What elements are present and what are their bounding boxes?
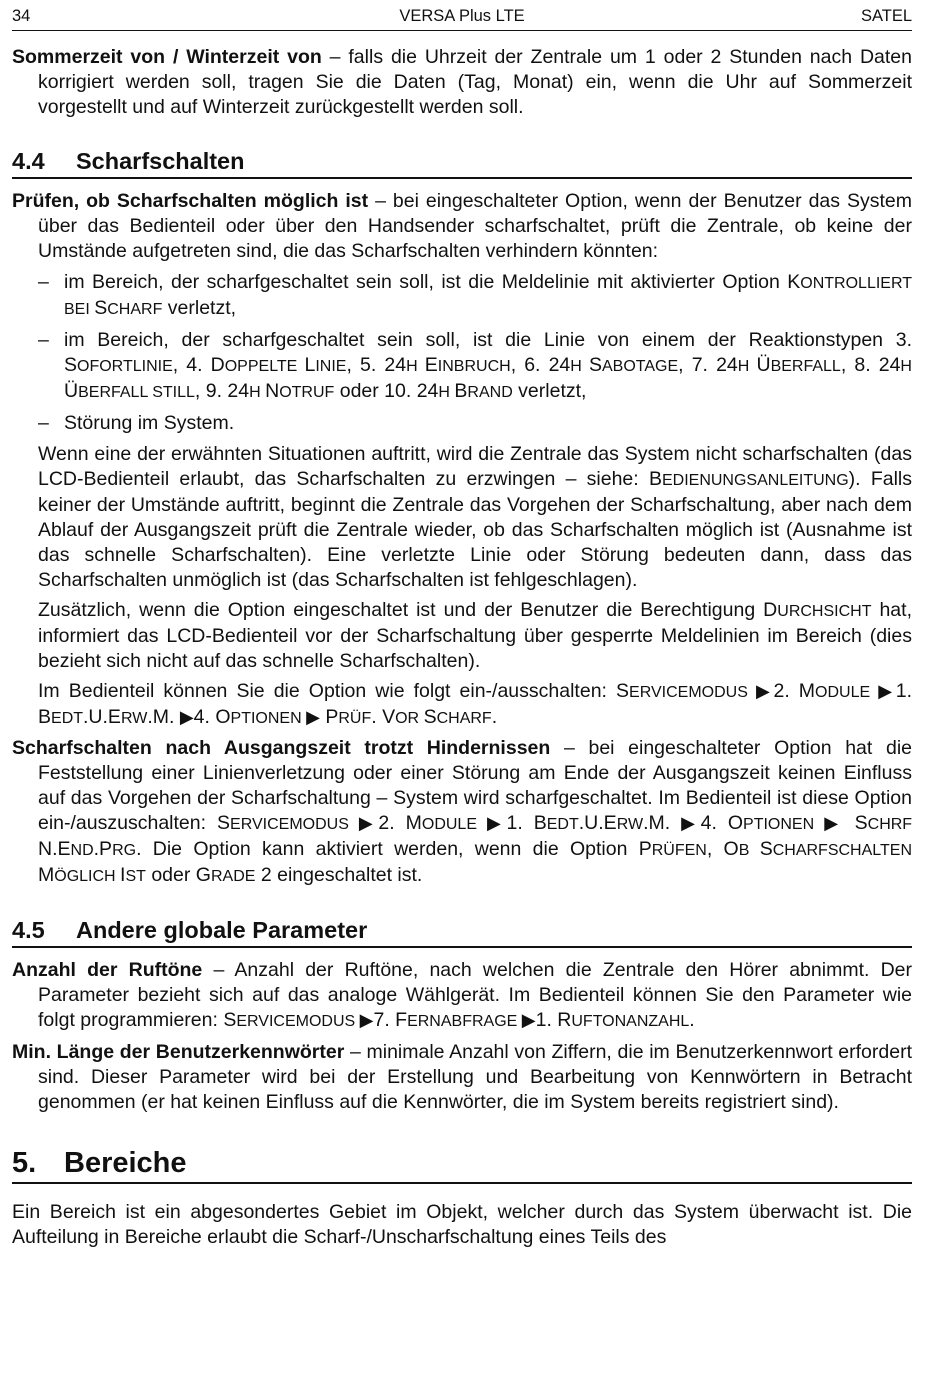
reaction-type-fragment: oder 10. 24 bbox=[334, 380, 439, 402]
dash-bullet: – bbox=[38, 329, 49, 351]
list-item bbox=[12, 270, 912, 322]
dash-bullet: – bbox=[38, 271, 49, 293]
reaction-type-fragment: , 8. 24 bbox=[840, 354, 901, 376]
smallcaps-initial: D bbox=[763, 599, 778, 621]
reaction-type-fragment: verletzt, bbox=[512, 380, 587, 402]
paragraph-text: – Anzahl der Ruftöne, nach welchen die Zentrale den Hörer abnimmt. Der Parameter bezieht sich auf das analoge Wählgerät. Im Bedienteil können Sie den Parameter wie folgt programmieren: bbox=[38, 959, 912, 1031]
paragraph-bereiche bbox=[12, 1200, 912, 1250]
reaction-type-fragment: OTRUF bbox=[279, 384, 335, 401]
chapter-number: 5. bbox=[12, 1147, 37, 1179]
reaction-type-fragment: H bbox=[900, 358, 912, 375]
section-title: Scharfschalten bbox=[76, 148, 245, 174]
page-number: 34 bbox=[12, 7, 31, 25]
reaction-type-fragment: Ü bbox=[64, 380, 79, 402]
paragraph-ruftoene bbox=[12, 958, 912, 1034]
reaction-type-fragment: BERFALL STILL bbox=[78, 384, 195, 401]
reaction-type-fragment: H bbox=[737, 358, 757, 375]
intro-paragraph bbox=[12, 45, 912, 120]
section-title: Andere globale Parameter bbox=[76, 917, 368, 943]
list-item-text: Störung im System. bbox=[64, 412, 235, 434]
paragraph-text: Die Option kann aktiviert werden, wenn die Option bbox=[141, 838, 639, 860]
dash-bullet: – bbox=[38, 412, 49, 434]
paragraph-pruefen bbox=[12, 189, 912, 264]
reaction-type-fragment: S bbox=[588, 354, 602, 376]
list-item-text: verletzt, bbox=[162, 297, 237, 319]
paragraph-text: Wenn eine der erwähnten Situationen auftritt, wird die Zentrale das System nicht scharfschalten (das LCD-Bedienteil erlaubt, das Scharfschalten zu erzwingen – siehe: bbox=[38, 443, 912, 490]
reaction-type-fragment: D bbox=[210, 354, 225, 376]
list-item-text: im Bereich, der scharfgeschaltet sein soll, ist die Linie von einem der Reaktionstypen 3. bbox=[64, 329, 912, 351]
paragraph-text: Zusätzlich, wenn die Option eingeschaltet ist und der Benutzer die Berechtigung bbox=[38, 599, 764, 621]
term-ausgangszeit: Scharfschalten nach Ausgangszeit trotzt Hindernissen bbox=[12, 737, 551, 759]
section-heading-4-4 bbox=[12, 146, 912, 179]
term-kennwoerter: Min. Länge der Benutzerkennwörter bbox=[12, 1041, 345, 1063]
smallcaps-initial: K bbox=[787, 271, 801, 293]
reaction-type-fragment: , 4. bbox=[172, 354, 211, 376]
reaction-type-fragment: OPPELTE bbox=[224, 358, 305, 375]
reaction-type-fragment: , 7. 24 bbox=[678, 354, 738, 376]
smallcaps-text: ONTROLLIERT BEI bbox=[64, 275, 912, 318]
smallcaps-initial: B bbox=[648, 468, 662, 490]
paragraph-text: Im Bedienteil können Sie die Option wie folgt ein-/ausschalten: bbox=[38, 680, 617, 702]
reaction-type-fragment: INIE bbox=[315, 358, 347, 375]
paragraph-ausgangszeit bbox=[12, 736, 912, 889]
document-title: VERSA Plus LTE bbox=[399, 7, 525, 25]
paragraph-bedienteil bbox=[12, 679, 912, 731]
reaction-type-fragment: E bbox=[424, 354, 438, 376]
reaction-type-fragment: , 6. 24 bbox=[510, 354, 571, 376]
condition-list bbox=[12, 270, 912, 436]
chapter-title: Bereiche bbox=[64, 1147, 187, 1179]
section-number: 4.4 bbox=[12, 148, 45, 174]
text-pruefen: – bei eingeschalteter Option, wenn der Benutzer das System über das Bedienteil oder über den Handsender scharfschaltet, prüft die Zentrale, ob keine der Umstände aufgetreten sind, die das Scharfschalten verhindern könnten: bbox=[38, 190, 912, 262]
section-heading-4-5 bbox=[12, 915, 912, 948]
option-name: GRADE bbox=[195, 864, 256, 886]
reaction-type-fragment: INBRUCH bbox=[437, 358, 511, 375]
smallcaps-text: EDIENUNGSANLEITUNG bbox=[661, 472, 849, 489]
intro-text: – falls die Uhrzeit der Zentrale um 1 oder 2 Stunden nach Daten korrigiert werden soll, tragen Sie die Daten (Tag, Monat) ein, wenn die Uhr auf Sommerzeit vorgestellt und auf Winterzeit zurückgestellt werden soll. bbox=[38, 46, 912, 118]
reaction-type-fragment: OFORTLINIE bbox=[77, 358, 173, 375]
reaction-type-fragment: H bbox=[249, 384, 266, 401]
paragraph-text: ). Falls keiner der Umstände auftritt, beginnt die Zentrale das Vorgehen der Scharfschaltung, aber nach dem Ablauf der Ausgangszeit prüft die Zentrale wieder, ob das Scharfschalten möglich ist (Ausnahme ist das schnelle Scharfschalten). Eine verletzte Linie oder Störung bedeuten dann, dass das Scharfschalten unmöglich ist (das Scharfschalten ist fehlgeschlagen). bbox=[38, 468, 912, 591]
term-pruefen: Prüfen, ob Scharfschalten möglich ist bbox=[12, 190, 369, 212]
reaction-type-fragment: Ü bbox=[756, 354, 771, 376]
paragraph-text: – bei eingeschalteter Option hat die Feststellung einer Linienverletzung oder einer Störung am Ende der Ausgangszeit keinen Einfluss auf das Vorgehen der Scharfschaltung – System wird scharfgeschaltet. Im Bedienteil ist diese Option ein-/auszuschalten: bbox=[38, 737, 912, 834]
term-ruftoene: Anzahl der Ruftöne bbox=[12, 959, 203, 981]
reaction-type-fragment: H bbox=[406, 358, 425, 375]
paragraph-text: – minimale Anzahl von Ziffern, die im Benutzerkennwort erfordert sind. Dieser Parameter wird bei der Erstellung und Bearbeitung von Kennwörtern in Betracht genommen (er hat keinen Einfluss auf die Kennwörter, die im System bereits registriert sind). bbox=[38, 1041, 912, 1113]
paragraph-text: Ein Bereich ist ein abgesondertes Gebiet im Objekt, welcher durch das System überwacht ist. Die Aufteilung in Bereiche erlaubt die Scharf-/Unscharfschaltung eines Teils des bbox=[12, 1201, 912, 1248]
reaction-type-fragment: BERFALL bbox=[770, 358, 841, 375]
list-item bbox=[12, 411, 912, 436]
reaction-type-fragment: H bbox=[570, 358, 589, 375]
reaction-type-fragment: B bbox=[454, 380, 468, 402]
list-item-text: im Bereich, der scharfgeschaltet sein soll, ist die Meldelinie mit aktivierter Option bbox=[64, 271, 788, 293]
brand-name: SATEL bbox=[860, 7, 912, 25]
section-number: 4.5 bbox=[12, 917, 45, 943]
smallcaps-text: CHARF bbox=[107, 301, 163, 318]
smallcaps-initial: S bbox=[94, 297, 108, 319]
menu-path: SERVICEMODUS ▶7. FERNABFRAGE ▶1. RUFTONANZAHL. bbox=[223, 1009, 695, 1031]
reaction-type-fragment: RAND bbox=[467, 384, 513, 401]
intro-term: Sommerzeit von / Winterzeit von bbox=[12, 46, 322, 68]
paragraph-zusaetzlich bbox=[12, 598, 912, 674]
paragraph-text: 2 eingeschaltet ist. bbox=[255, 864, 423, 886]
smallcaps-text: URCHSICHT bbox=[777, 603, 872, 620]
reaction-type-fragment: N bbox=[265, 380, 280, 402]
menu-path: SERVICEMODUS ▶2. MODULE ▶1. BEDT.U.ERW.M. ▶4. OPTIONEN ▶ PRÜF. VOR SCHARF. bbox=[38, 680, 913, 728]
reaction-type-fragment: L bbox=[304, 354, 316, 376]
paragraph-text: hat, informiert das LCD-Bedienteil vor der Scharfschaltung über gesperrte Meldelinien im Bereich (dies bezieht sich nicht auf das schnelle Scharfschalten). bbox=[38, 599, 912, 672]
reaction-type-fragment: H bbox=[438, 384, 455, 401]
page-header bbox=[12, 2, 912, 31]
chapter-heading-5 bbox=[12, 1145, 912, 1184]
menu-path: SERVICEMODUS ▶2. MODULE ▶1. BEDT.U.ERW.M. ▶4. OPTIONEN ▶ SCHRF N.END.PRG. bbox=[38, 812, 913, 860]
paragraph-text: oder bbox=[145, 864, 196, 886]
paragraph-kennwoerter bbox=[12, 1040, 912, 1115]
option-name: PRÜFEN, OB SCHARFSCHALTEN MÖGLICH IST bbox=[38, 838, 912, 886]
list-item bbox=[12, 328, 912, 405]
reaction-type-list bbox=[64, 354, 912, 402]
paragraph-situationen bbox=[12, 442, 912, 593]
reaction-type-fragment: ABOTAGE bbox=[602, 358, 679, 375]
document-page bbox=[12, 0, 912, 1250]
reaction-type-fragment: S bbox=[64, 354, 78, 376]
reaction-type-fragment: , 5. 24 bbox=[346, 354, 407, 376]
reaction-type-fragment: , 9. 24 bbox=[194, 380, 250, 402]
